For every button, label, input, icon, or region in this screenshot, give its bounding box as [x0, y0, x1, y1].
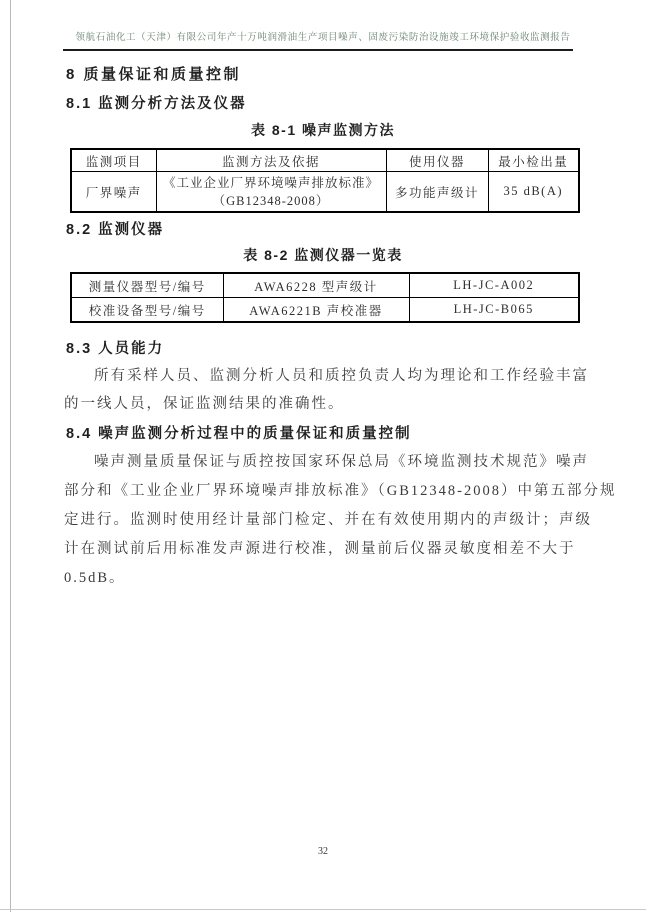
t2-r0-model: AWA6228 型声级计 [223, 273, 409, 298]
table-row [71, 273, 579, 298]
table-row [71, 172, 579, 213]
page-bottom-edge-line [0, 909, 646, 910]
table-8-1-noise-monitoring-method [70, 148, 580, 213]
paragraph-8-4-line: 0.5dB。 [64, 570, 126, 586]
paragraph-8-4-line: 噪声测量质量保证与质控按国家环保总局《环境监测技术规范》噪声 [94, 454, 589, 470]
t1-cell-detection-limit: 35 dB(A) [488, 172, 579, 213]
running-header-title: 领航石油化工（天津）有限公司年产十万吨润滑油生产项目噪声、固废污染防治设施竣工环境保护验收监测报告 [75, 33, 571, 43]
table-8-2-caption: 表 8-2 监测仪器一览表 [243, 247, 403, 263]
table-row [71, 298, 579, 323]
t1-method-line-1: 《工业企业厂界环境噪声排放标准》 [162, 175, 379, 190]
table-8-1-caption: 表 8-1 噪声监测方法 [250, 122, 395, 138]
section-8-2-heading: 8.2 监测仪器 [66, 222, 165, 238]
section-8-1-heading: 8.1 监测分析方法及仪器 [66, 96, 247, 112]
t1-method-line-2: （GB12348-2008） [212, 193, 330, 208]
section-8-3-heading: 8.3 人员能力 [66, 341, 165, 357]
t2-r1-label: 校准设备型号/编号 [71, 298, 223, 323]
t1-header-detection-limit: 最小检出量 [488, 149, 579, 172]
section-8-heading: 8 质量保证和质量控制 [66, 66, 242, 83]
t1-header-instrument: 使用仪器 [386, 149, 488, 172]
t2-r1-code: LH-JC-B065 [409, 298, 579, 323]
t1-header-item: 监测项目 [71, 149, 156, 172]
page-number: 32 [318, 846, 328, 857]
paragraph-8-3-line: 所有采样人员、监测分析人员和质控负责人均为理论和工作经验丰富 [94, 368, 589, 384]
paragraph-8-4-line: 定进行。监测时使用经计量部门检定、并在有效使用期内的声级计；声级 [64, 512, 592, 528]
t2-r1-model: AWA6221B 声校准器 [223, 298, 409, 323]
header-rule [63, 49, 573, 51]
t2-r0-label: 测量仪器型号/编号 [71, 273, 223, 298]
table-8-2-instrument-list [70, 272, 580, 323]
paragraph-8-3-line: 的一线人员，保证监测结果的准确性。 [64, 396, 345, 412]
table-row [71, 149, 579, 172]
paragraph-8-4-line: 计在测试前后用标准发声源进行校准，测量前后仪器灵敏度相差不大于 [64, 541, 576, 557]
t1-cell-item: 厂界噪声 [71, 172, 156, 213]
section-8-4-heading: 8.4 噪声监测分析过程中的质量保证和质量控制 [66, 426, 412, 442]
t1-cell-method [156, 172, 386, 213]
t1-cell-instrument: 多功能声级计 [386, 172, 488, 213]
t2-r0-code: LH-JC-A002 [409, 273, 579, 298]
paragraph-8-4-line: 部分和《工业企业厂界环境噪声排放标准》（GB12348-2008）中第五部分规 [64, 483, 617, 499]
t1-header-method: 监测方法及依据 [156, 149, 386, 172]
